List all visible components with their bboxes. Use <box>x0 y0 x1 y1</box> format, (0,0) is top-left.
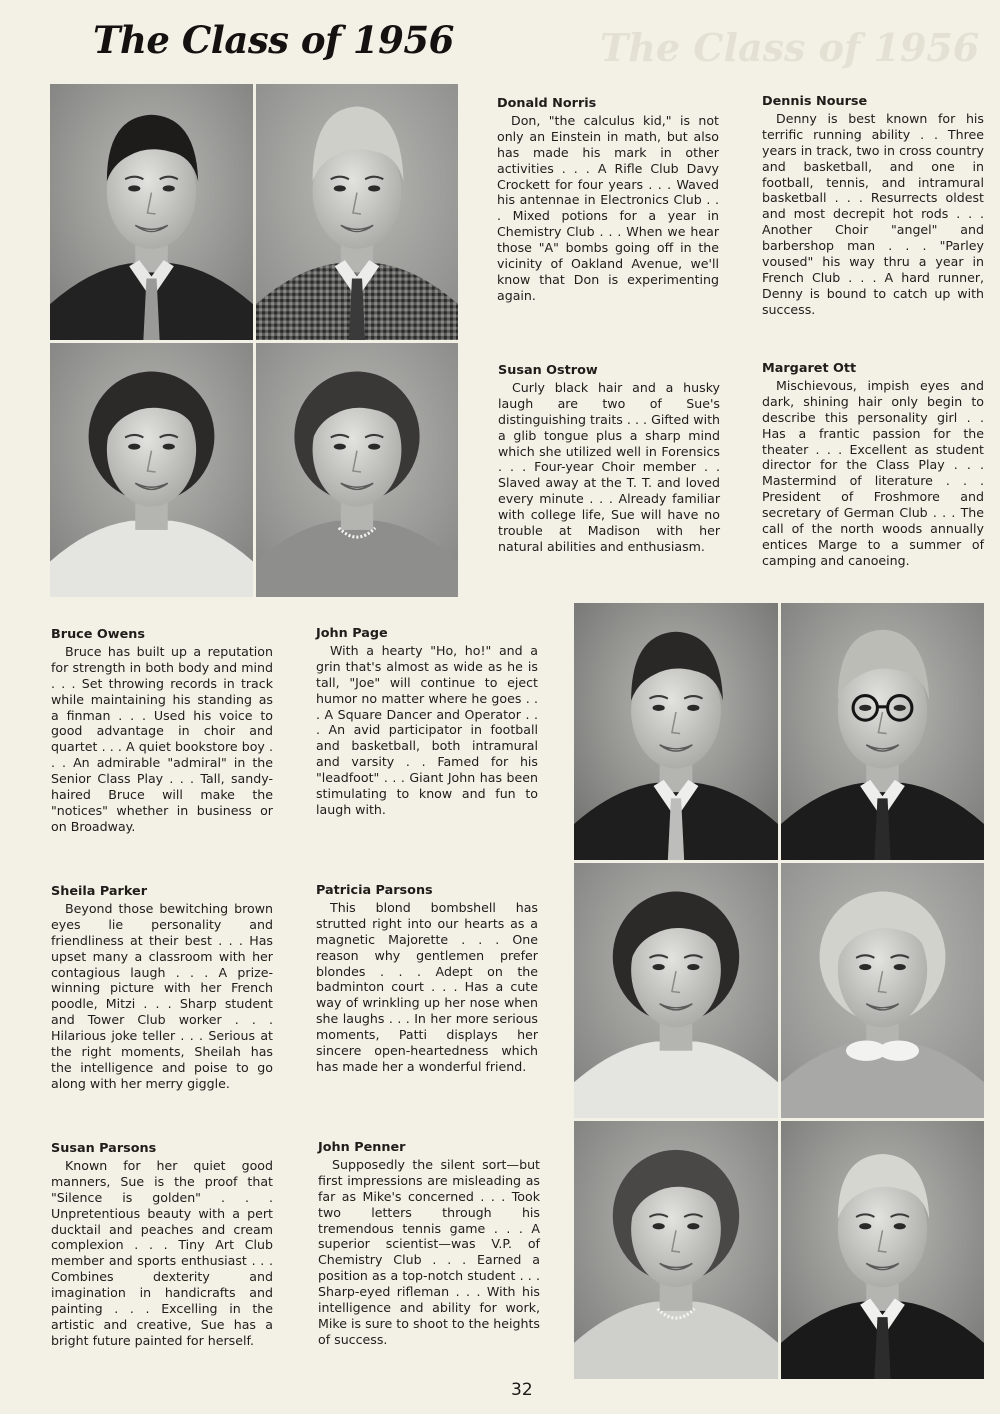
student-bio <box>51 627 273 835</box>
portrait-photo <box>574 1121 778 1379</box>
photo-grid-right <box>574 603 984 1379</box>
portrait-photo <box>50 84 253 340</box>
student-bio-text: Supposedly the silent sort—but first impressions are misleading as far as Mike's concerned . . . Took two letters through his tremendous tennis game . . . A superior scientist—was V.P. of Chemistry Club . . . Earned a position as a top-notch student . . . Sharp-eyed rifleman . . . With his intelligence and ability for work, Mike is sure to shoot to the heights of success. <box>318 1156 540 1347</box>
student-name: Patricia Parsons <box>316 883 433 898</box>
student-bio-text: With a hearty "Ho, ho!" and a grin that's almost as wide as he is tall, "Joe" will continue to eject humor no matter where he goes . . . A Square Dancer and Operator . . . An avid participator in football and basketball, both intramural and varsity . . Famed for his "leadfoot" . . . Giant John has been stimulating to know and fun to laugh with. <box>316 642 538 817</box>
student-bio <box>316 883 538 1075</box>
student-bio-text: Mischievous, impish eyes and dark, shining hair only begin to describe this personality girl . . Has a frantic passion for the theater . . . Excellent as student director for the Class Play . . . Mastermind of literature . . . President of Froshmore and secretary of German Club . . . The call of the north woods annually entices Marge to a summer of camping and canoeing. <box>762 377 984 568</box>
student-name: Margaret Ott <box>762 361 857 376</box>
student-bio-text: Curly black hair and a husky laugh are two of Sue's distinguishing traits . . . Gifted with a glib tongue plus a sharp mind which she utilized well in Forensics . . . Four-year Choir member . . Slaved away at the T. T. and loved every minute . . . Already familiar with college life, Sue will have no trouble at Madison with her natural abilities and enthusiasm. <box>498 379 720 554</box>
portrait-photo <box>256 84 458 340</box>
portrait-photo <box>781 603 984 860</box>
student-name: Susan Ostrow <box>498 363 598 378</box>
student-bio <box>51 884 273 1092</box>
student-bio-text: Denny is best known for his terrific running ability . . Three years in track, two in cross country and basketball, and one in football, tennis, and intramural basketball . . . Resurrects oldest and most decrepit hot rods . . . Another Choir "angel" and barbershop man . . . "Parley voused" his way thru a year in French Club . . . A hard runner, Denny is bound to catch up with success. <box>762 110 984 317</box>
photo-grid-top <box>50 84 458 597</box>
student-bio <box>497 96 719 304</box>
page-number: 32 <box>511 1380 533 1400</box>
student-bio <box>51 1141 273 1349</box>
student-bio-text: Bruce has built up a reputation for strength in both body and mind . . . Set throwing records in track while maintaining his standing as a finman . . . Used his voice to good advantage in choir and quartet . . . A quiet bookstore boy . . . An admirable "admiral" in the Senior Class Play . . . Tall, sandy-haired Bruce will make the "notices" whether in business or on Broadway. <box>51 643 273 834</box>
student-bio-text: This blond bombshell has strutted right into our hearts as a magnetic Majorette . . . One reason why gentlemen prefer blondes . . . Adept on the badminton court . . . Has a cute way of wrinkling up her nose when she laughs . . . In her more serious moments, Patti displays her sincere open-heartedness which has made her a wonderful friend. <box>316 899 538 1074</box>
student-bio <box>498 363 720 555</box>
page-title: The Class of 1956 <box>93 18 454 62</box>
student-bio <box>762 94 984 318</box>
student-bio <box>316 626 538 818</box>
student-name: Bruce Owens <box>51 627 146 642</box>
student-bio-text: Beyond those bewitching brown eyes lie personality and friendliness at their best . . . Has upset many a classroom with her contagious laugh . . . A prize-winning picture with her French poodle, Mitzi . . . Sharp student and Tower Club worker . . . Hilarious joke teller . . . Serious at the right moments, Sheilah has the intelligence and poise to go along with her merry giggle. <box>51 900 273 1091</box>
portrait-photo <box>50 343 253 597</box>
student-bio <box>318 1140 540 1348</box>
student-name: Sheila Parker <box>51 884 148 899</box>
show-through-text: The Class of 1956 <box>600 25 980 70</box>
student-name: John Penner <box>318 1140 406 1155</box>
student-name: Dennis Nourse <box>762 94 868 109</box>
portrait-photo <box>256 343 458 597</box>
student-name: Donald Norris <box>497 96 597 111</box>
portrait-photo <box>574 603 778 860</box>
student-bio-text: Known for her quiet good manners, Sue is the proof that "Silence is golden" . . . Unpretentious beauty with a pert ducktail and peaches and cream complexion . . . Tiny Art Club member and sports enthusiast . . . Combines dexterity and imagination in handicrafts and painting . . . Excelling in the artistic and creative, Sue has a bright future painted for herself. <box>51 1157 273 1348</box>
student-name: John Page <box>316 626 388 641</box>
student-name: Susan Parsons <box>51 1141 157 1156</box>
portrait-photo <box>781 863 984 1118</box>
student-bio <box>762 361 984 569</box>
portrait-photo <box>781 1121 984 1379</box>
student-bio-text: Don, "the calculus kid," is not only an Einstein in math, but also has made his mark in other activities . . . A Rifle Club Davy Crockett for four years . . . Waved his antennae in Electronics Club . . . Mixed potions for a year in Chemistry Club . . . When we hear those "A" bombs going off in the vicinity of Oakland Avenue, we'll know that Don is experimenting again. <box>497 112 719 303</box>
portrait-photo <box>574 863 778 1118</box>
